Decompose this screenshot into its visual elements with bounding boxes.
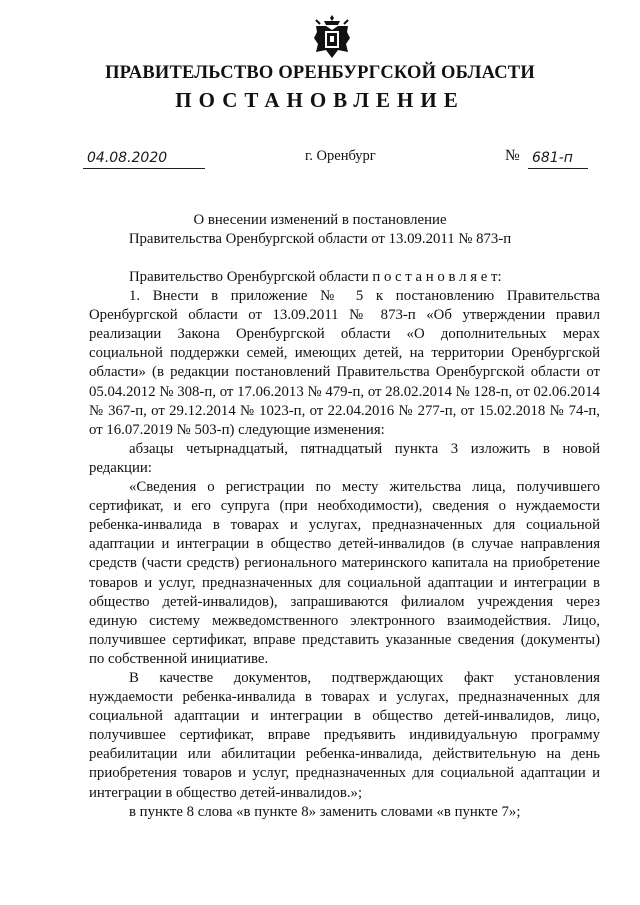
subject-line-2: Правительства Оренбургской области от 13.09.2011 № 873-п bbox=[128, 231, 512, 247]
number-field bbox=[528, 150, 588, 169]
document-subject bbox=[0, 211, 640, 249]
coat-of-arms-icon bbox=[312, 14, 352, 60]
handwritten-date: 04.08.2020 bbox=[87, 150, 168, 166]
number-label: № bbox=[505, 147, 520, 164]
document-type-heading: ПОСТАНОВЛЕНИЕ bbox=[175, 88, 465, 112]
item-1-paragraph: 1. Внести в приложение № 5 к постановлению Правительства Оренбургской области от 13.09.2011 № 873-п «Об утверждении правил реализации Закона Оренбургской области «О дополнительных мерах социальной поддержки семей, имеющих детей, на территории Оренбургской области» (в редакции постановлений Правительства Оренбургской области от 05.04.2012 № 308-п, от 17.06.2013 № 479-п, от 28.02.2014 № 128-п, от 02.06.2014 № 367-п, от 29.12.2014 № 1023-п, от 22.04.2016 № 277-п, от 15.02.2018 № 74-п, от 16.07.2019 № 503-п) следующие изменения: bbox=[89, 288, 600, 438]
handwritten-number: 681-п bbox=[532, 150, 573, 166]
quoted-paragraph-2: В качестве документов, подтверждающих факт установления нуждаемости ребенка-инвалида в товарах и услугах, предназначенных для социальной адаптации и интеграции в общество детей-инвалидов, лицо, получившее сертификат, вправе предъявить индивидуальную программу реабилитации или абилитации ребенка-инвалида, действительную на день приобретения товаров и услуг, предназначенных для социальной адаптации и интеграции в общество детей-инвалидов.»; bbox=[89, 669, 600, 801]
city: г. Оренбург bbox=[305, 148, 376, 164]
subject-line-1: О внесении изменений в постановление bbox=[193, 212, 447, 228]
date-field bbox=[83, 150, 205, 169]
item-8-change: в пункте 8 слова «в пункте 8» заменить словами «в пункте 7»; bbox=[129, 803, 521, 820]
intro-paragraph: Правительство Оренбургской области п о с т а н о в л я е т: bbox=[129, 269, 502, 285]
quoted-paragraph-1: «Сведения о регистрации по месту жительства лица, получившего сертификат, и его супруга (при необходимости), сведения о нуждаемости ребенка-инвалида в товарах и услугах, предназначенных для социальной адаптации и интеграции в общество детей-инвалидов (в случае направления средств (части средств) регионального материнского капитала на приобретение товаров и услуг, предназначенных для социальной адаптации и интеграции в общество детей-инвалидов), запрашиваются филиалом учреждения через единую систему межведомственного электронного взаимодействия. Лицо, получившее сертификат, вправе представить указанные сведения (документы) по собственной инициативе. bbox=[89, 479, 600, 667]
document-body bbox=[89, 268, 600, 822]
government-title: ПРАВИТЕЛЬСТВО ОРЕНБУРГСКОЙ ОБЛАСТИ bbox=[105, 63, 535, 83]
amendment-instruction: абзацы четырнадцатый, пятнадцатый пункта 3 изложить в новой редакции: bbox=[89, 440, 600, 476]
